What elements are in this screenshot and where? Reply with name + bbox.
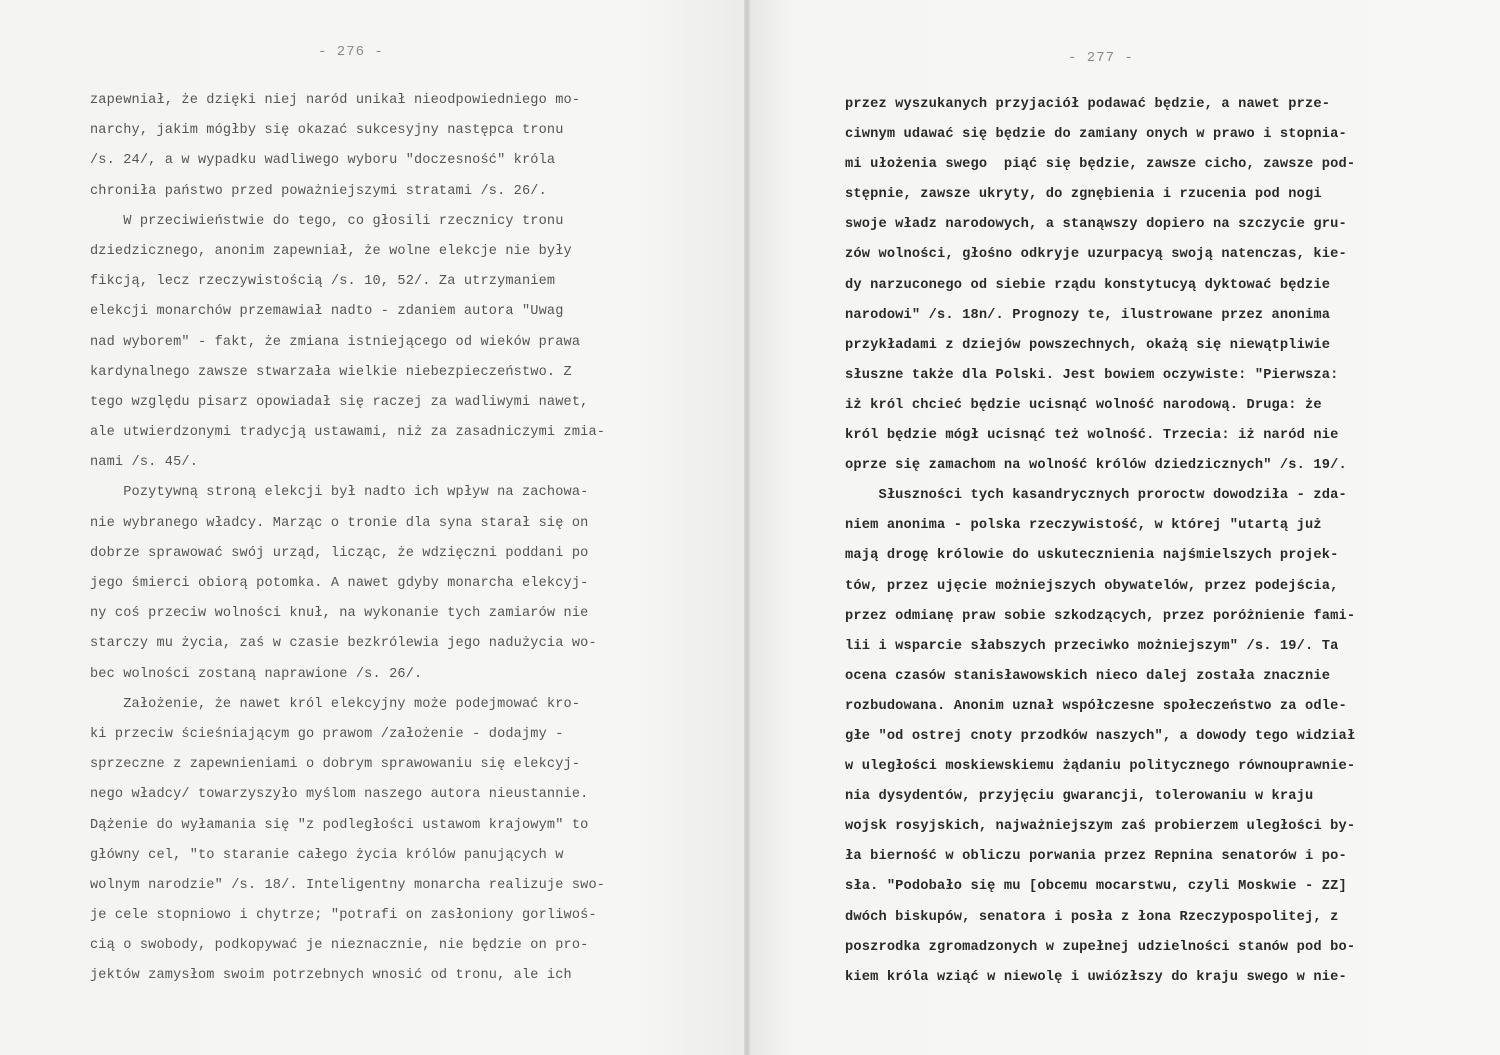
right-page-number: - 277 - bbox=[1068, 50, 1134, 66]
text-line: fikcją, lecz rzeczywistością /s. 10, 52/. Za utrzymaniem bbox=[90, 274, 556, 290]
text-line: nie wybranego władcy. Marząc o tronie dla syna starał się on bbox=[90, 515, 589, 531]
text-line: poszrodka zgromadzonych w zupełnej udzielności stanów pod bo- bbox=[845, 939, 1356, 955]
text-line: tego względu pisarz opowiadał się raczej za wadliwymi nawet, bbox=[90, 394, 589, 410]
text-line: kiem króla wziąć w niewolę i uwiózłszy do kraju swego w nie- bbox=[845, 969, 1347, 985]
text-line: dy narzuconego od siebie rządu konstytucyą dyktować będzie bbox=[845, 277, 1331, 293]
text-line: niem anonima - polska rzeczywistość, w której "utartą już bbox=[845, 518, 1322, 534]
text-line: nami /s. 45/. bbox=[90, 455, 198, 471]
text-line: ki przeciw ścieśniającym go prawom /założenie - dodajmy - bbox=[90, 726, 564, 742]
text-line: cią o swobody, podkopywać je nieznacznie, nie będzie on pro- bbox=[90, 938, 589, 954]
text-line: bec wolności zostaną naprawione /s. 26/. bbox=[90, 666, 423, 682]
text-line: swoje władz narodowych, a stanąwszy dopiero na szczycie gru- bbox=[845, 217, 1347, 233]
text-line: przykładami z dziejów powszechnych, okażą się niewątpliwie bbox=[845, 337, 1331, 353]
text-line: zów wolności, głośno odkryje uzurpacyą swoją natenczas, kie- bbox=[845, 247, 1347, 263]
text-line: ale utwierdzonymi tradycją ustawami, niż za zasadniczymi zmia- bbox=[90, 425, 606, 441]
text-line: nia dysydentów, przyjęciu gwarancji, tolerowaniu w kraju bbox=[845, 789, 1314, 805]
text-line: przez odmianę praw sobie szkodzących, przez poróżnienie fami- bbox=[845, 608, 1356, 624]
text-line: ny coś przeciw wolności knuł, na wykonanie tych zamiarów nie bbox=[90, 606, 589, 622]
text-line: dziedzicznego, anonim zapewniał, że wolne elekcje nie były bbox=[90, 243, 572, 259]
text-line: zapewniał, że dzięki niej naród unikał nieodpowiedniego mo- bbox=[90, 93, 581, 108]
text-line: ciwnym udawać się będzie do zamiany onych w prawo i stopnia- bbox=[845, 127, 1347, 143]
text-line: król będzie mógł ucisnąć też wolność. Trzecia: iż naród nie bbox=[845, 428, 1339, 444]
right-page bbox=[748, 0, 1500, 1055]
text-line: W przeciwieństwie do tego, co głosili rzecznicy tronu bbox=[90, 213, 564, 229]
text-line: kardynalnego zawsze stwarzała wielkie niebezpieczeństwo. Z bbox=[90, 364, 572, 380]
left-page bbox=[0, 0, 748, 1055]
text-line: wojsk rosyjskich, najważniejszym zaś probierzem uległości by- bbox=[845, 819, 1356, 835]
text-line: Dążenie do wyłamania się "z podległości ustawom krajowym" to bbox=[90, 817, 589, 833]
text-line: tów, przez ujęcie możniejszych obywatelów, przez podejścia, bbox=[845, 578, 1339, 594]
text-line: sprzeczne z zapewnieniami o dobrym sprawowaniu się elekcyj- bbox=[90, 757, 581, 773]
text-line: narchy, jakim mógłby się okazać sukcesyjny następca tronu bbox=[90, 123, 564, 139]
text-line: stępnie, zawsze ukryty, do zgnębienia i rzucenia pod nogi bbox=[845, 187, 1322, 203]
text-line: ocena czasów stanisławowskich nieco dalej została znacznie bbox=[845, 668, 1331, 684]
text-line: sła. "Podobało się mu [obcemu mocarstwu, czyli Moskwie - ZZ] bbox=[845, 879, 1347, 895]
text-line: narodowi" /s. 18n/. Prognozy te, ilustrowane przez anonima bbox=[845, 307, 1331, 323]
text-line: chroniła państwo przed poważniejszymi stratami /s. 26/. bbox=[90, 183, 547, 199]
text-line: lii i wsparcie słabszych przeciwko możniejszym" /s. 19/. Ta bbox=[845, 638, 1339, 654]
text-line: rozbudowana. Anonim uznał współczesne społeczeństwo za odle- bbox=[845, 698, 1347, 714]
text-line: głe "od ostrej cnoty przodków naszych", a dowody tego widział bbox=[845, 728, 1356, 744]
text-line: nego władcy/ towarzyszyło myślom naszego autora nieustannie. bbox=[90, 787, 589, 803]
text-line: starczy mu życia, zaś w czasie bezkrólewia jego nadużycia wo- bbox=[90, 636, 597, 652]
left-page-text bbox=[90, 92, 670, 998]
text-line: dwóch biskupów, senatora i posła z łona Rzeczypospolitej, z bbox=[845, 909, 1339, 925]
text-line: nad wyborem" - fakt, że zmiana istniejącego od wieków prawa bbox=[90, 334, 581, 350]
text-line: Pozytywną stroną elekcji był nadto ich wpływ na zachowa- bbox=[90, 485, 589, 501]
text-line: /s. 24/, a w wypadku wadliwego wyboru "doczesność" króla bbox=[90, 153, 556, 169]
text-line: w uległości moskiewskiemu żądaniu politycznego równouprawnie- bbox=[845, 759, 1356, 775]
text-line: wolnym narodzie" /s. 18/. Inteligentny monarcha realizuje swo- bbox=[90, 877, 606, 893]
book-gutter bbox=[744, 0, 750, 1055]
text-line: ła bierność w obliczu porwania przez Repnina senatorów i po- bbox=[845, 849, 1347, 865]
text-line: Założenie, że nawet król elekcyjny może podejmować kro- bbox=[90, 696, 581, 712]
text-line: oprze się zamachom na wolność królów dziedzicznych" /s. 19/. bbox=[845, 458, 1347, 474]
text-line: mi ułożenia swego piąć się będzie, zawsze cicho, zawsze pod- bbox=[845, 157, 1356, 173]
text-line: dobrze sprawować swój urząd, licząc, że wdzięczni poddani po bbox=[90, 545, 589, 561]
text-line: słuszne także dla Polski. Jest bowiem oczywiste: "Pierwsza: bbox=[845, 367, 1339, 383]
left-page-number: - 276 - bbox=[318, 44, 384, 60]
text-line: iż król chcieć będzie ucisnąć wolność narodową. Druga: że bbox=[845, 397, 1322, 413]
text-line: elekcji monarchów przemawiał nadto - zdaniem autora "Uwag bbox=[90, 304, 564, 320]
text-line: mają drogę królowie do uskutecznienia najśmielszych projek- bbox=[845, 548, 1339, 564]
text-line: jektów zamysłom swoim potrzebnych wnosić od tronu, ale ich bbox=[90, 968, 572, 984]
right-page-text bbox=[845, 96, 1435, 999]
text-line: jego śmierci obiorą potomka. A nawet gdyby monarcha elekcyj- bbox=[90, 576, 589, 591]
text-line: główny cel, "to staranie całego życia królów panujących w bbox=[90, 847, 564, 863]
text-line: Słuszności tych kasandrycznych proroctw dowodziła - zda- bbox=[845, 488, 1347, 504]
text-line: przez wyszukanych przyjaciół podawać będzie, a nawet prze- bbox=[845, 97, 1331, 112]
text-line: je cele stopniowo i chytrze; "potrafi on zasłoniony gorliwoś- bbox=[90, 908, 597, 924]
